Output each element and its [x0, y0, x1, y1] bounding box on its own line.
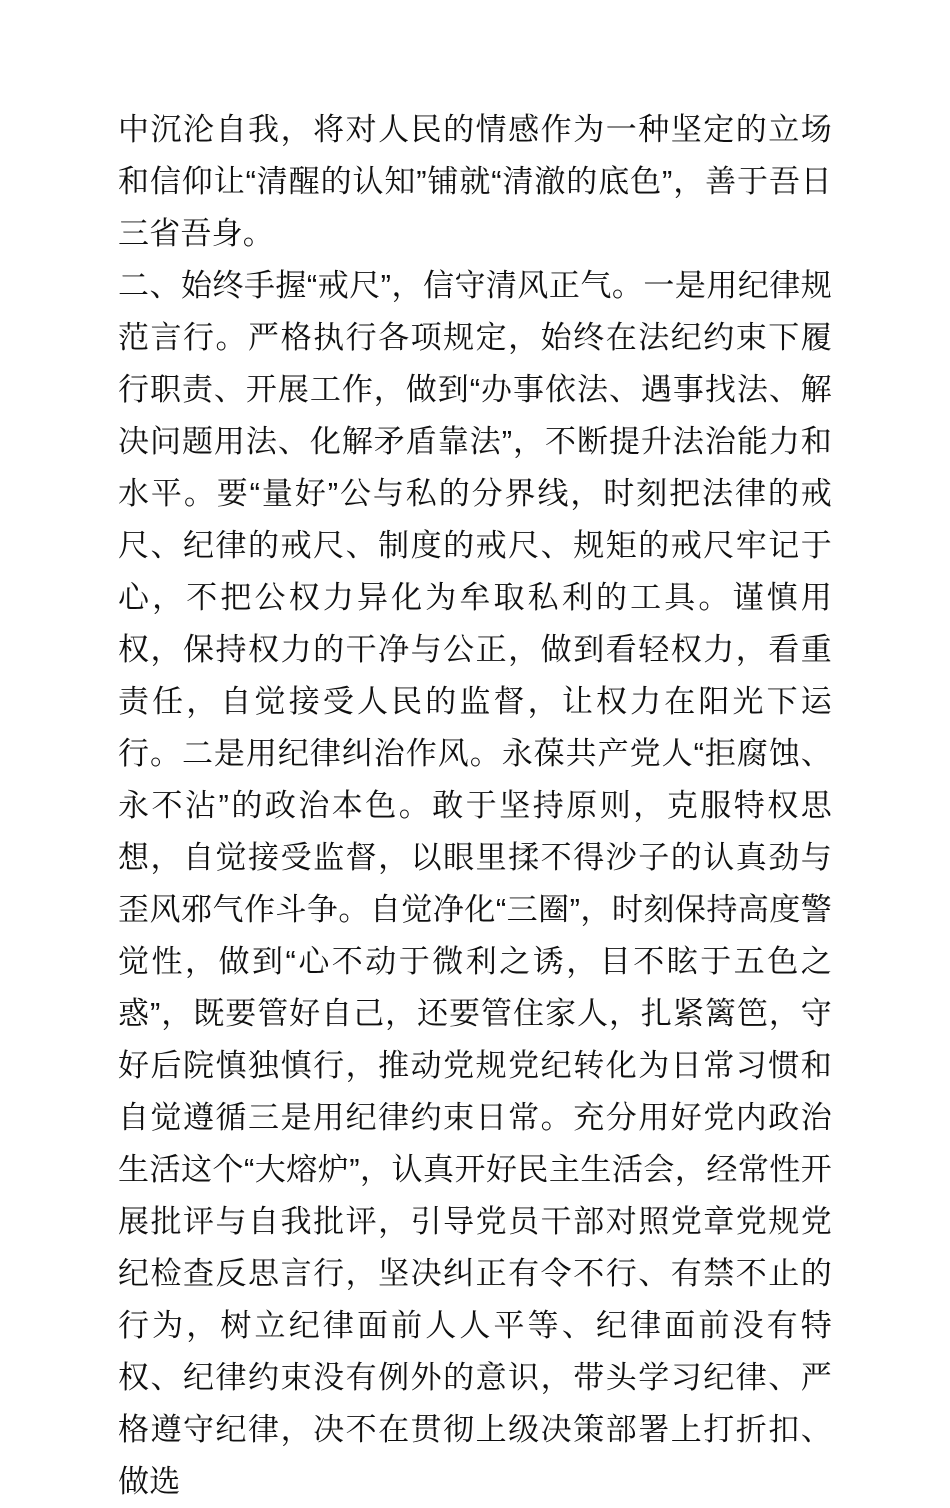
paragraph-2: 二、始终手握“戒尺”，信守清风正气。一是用纪律规范言行。严格执行各项规定，始终在法纪约束下履行职责、开展工作，做到“办事依法、遇事找法、解决问题用法、化解矛盾靠法”，不断提升法治能力和水平。要“量好”公与私的分界线，时刻把法律的戒尺、纪律的戒尺、制度的戒尺、规矩的戒尺牢记于心，不把公权力异化为牟取私利的工具。谨慎用权，保持权力的干净与公正，做到看轻权力，看重责任，自觉接受人民的监督，让权力在阳光下运行。二是用纪律纠治作风。永葆共产党人“拒腐蚀、永不沾”的政治本色。敢于坚持原则，克服特权思想，自觉接受监督，以眼里揉不得沙子的认真劲与歪风邪气作斗争。自觉净化“三圈”，时刻保持高度警觉性，做到“心不动于微利之诱，目不眩于五色之惑”，既要管好自己，还要管住家人，扎紧篱笆，守好后院慎独慎行，推动党规党纪转化为日常习惯和自觉遵循三是用纪律约束日常。充分用好党内政治生活这个“大熔炉”，认真开好民主生活会，经常性开展批评与自我批评，引导党员干部对照党章党规党纪检查反思言行，坚决纠正有令不行、有禁不止的行为，树立纪律面前人人平等、纪律面前没有特权、纪律约束没有例外的意识，带头学习纪律、严格遵守纪律，决不在贯彻上级决策部署上打折扣、做选: [118, 268, 832, 1499]
document-body: [118, 104, 832, 1508]
paragraph-1: 中沉沦自我，将对人民的情感作为一种坚定的立场和信仰让“清醒的认知”铺就“清澈的底色”，善于吾日三省吾身。: [118, 112, 832, 251]
